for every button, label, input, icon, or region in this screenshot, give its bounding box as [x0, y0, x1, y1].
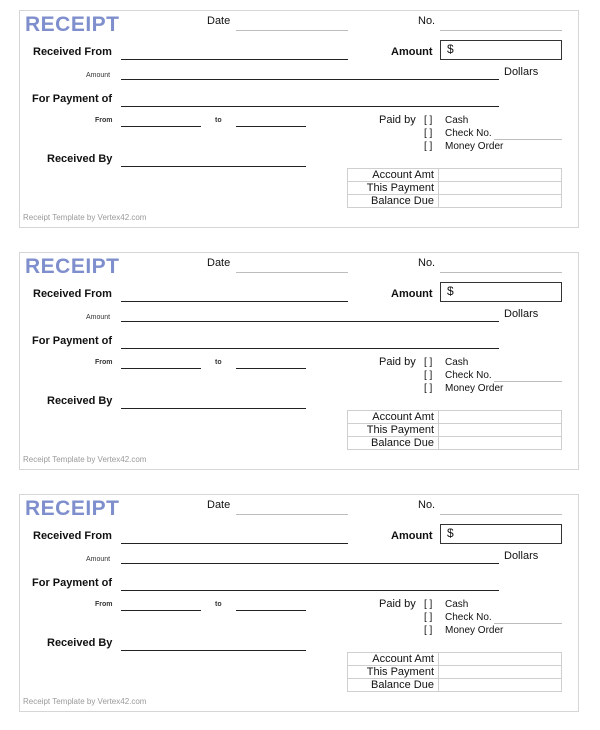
table-row — [348, 195, 562, 208]
money-order-label: Money Order — [445, 141, 504, 152]
date-label: Date — [207, 15, 231, 27]
amount-label: Amount — [391, 288, 433, 300]
money-order-checkbox[interactable]: [ ] — [424, 141, 433, 152]
money-order-label: Money Order — [445, 383, 504, 394]
date-label: Date — [207, 257, 231, 269]
check-checkbox[interactable]: [ ] — [424, 370, 433, 381]
check-no-label: Check No. — [445, 128, 492, 139]
cash-label: Cash — [445, 599, 469, 610]
account-amt-field[interactable] — [439, 411, 562, 424]
for-payment-field[interactable] — [121, 348, 499, 349]
account-amt-label: Account Amt — [348, 653, 439, 666]
dollar-sign: $ — [447, 284, 454, 298]
to-date-field[interactable] — [236, 368, 306, 369]
received-by-label: Received By — [47, 153, 113, 165]
for-payment-label: For Payment of — [32, 577, 113, 589]
table-row — [348, 169, 562, 182]
summary-table — [347, 652, 562, 692]
money-order-checkbox[interactable]: [ ] — [424, 625, 433, 636]
receipt-title: RECEIPT — [25, 255, 120, 278]
received-by-field[interactable] — [121, 650, 306, 651]
for-payment-field[interactable] — [121, 590, 499, 591]
account-amt-label: Account Amt — [348, 169, 439, 182]
from-date-field[interactable] — [121, 368, 201, 369]
to-label: to — [215, 359, 222, 366]
receipt-number-label: No. — [418, 499, 436, 511]
received-from-label: Received From — [33, 288, 112, 300]
amount-words-field[interactable] — [121, 79, 499, 80]
summary-table — [347, 168, 562, 208]
amount-words-label: Amount — [86, 72, 111, 79]
amount-words-label: Amount — [86, 314, 111, 321]
table-row — [348, 666, 562, 679]
paid-by-label: Paid by — [379, 598, 416, 610]
from-label: From — [95, 601, 113, 608]
cash-label: Cash — [445, 115, 469, 126]
balance-due-label: Balance Due — [348, 679, 439, 692]
this-payment-label: This Payment — [348, 182, 439, 195]
table-row — [348, 653, 562, 666]
table-row — [348, 437, 562, 450]
receipt-number-field[interactable] — [440, 30, 562, 31]
receipt-number-field[interactable] — [440, 514, 562, 515]
for-payment-field[interactable] — [121, 106, 499, 107]
received-by-label: Received By — [47, 395, 113, 407]
table-row — [348, 679, 562, 692]
receipt-number-label: No. — [418, 15, 436, 27]
from-label: From — [95, 359, 113, 366]
received-by-field[interactable] — [121, 166, 306, 167]
date-field[interactable] — [236, 30, 348, 31]
check-no-field[interactable] — [494, 623, 562, 624]
receipt-form — [19, 494, 579, 712]
received-by-label: Received By — [47, 637, 113, 649]
balance-due-field[interactable] — [439, 195, 562, 208]
receipt-form — [19, 252, 579, 470]
check-checkbox[interactable]: [ ] — [424, 128, 433, 139]
dollars-label: Dollars — [504, 550, 539, 562]
table-row — [348, 424, 562, 437]
money-order-checkbox[interactable]: [ ] — [424, 383, 433, 394]
receipt-form — [19, 10, 579, 228]
balance-due-field[interactable] — [439, 679, 562, 692]
amount-input[interactable] — [440, 524, 562, 544]
date-label: Date — [207, 499, 231, 511]
cash-checkbox[interactable]: [ ] — [424, 115, 433, 126]
footer-credit: Receipt Template by Vertex42.com — [23, 697, 147, 706]
footer-credit: Receipt Template by Vertex42.com — [23, 213, 147, 222]
dollars-label: Dollars — [504, 66, 539, 78]
from-label: From — [95, 117, 113, 124]
date-field[interactable] — [236, 514, 348, 515]
amount-words-label: Amount — [86, 556, 111, 563]
date-field[interactable] — [236, 272, 348, 273]
to-date-field[interactable] — [236, 126, 306, 127]
for-payment-label: For Payment of — [32, 335, 113, 347]
for-payment-label: For Payment of — [32, 93, 113, 105]
check-no-label: Check No. — [445, 612, 492, 623]
amount-label: Amount — [391, 530, 433, 542]
account-amt-field[interactable] — [439, 653, 562, 666]
money-order-label: Money Order — [445, 625, 504, 636]
this-payment-field[interactable] — [439, 666, 562, 679]
received-from-field[interactable] — [121, 543, 348, 544]
cash-checkbox[interactable]: [ ] — [424, 357, 433, 368]
account-amt-field[interactable] — [439, 169, 562, 182]
to-date-field[interactable] — [236, 610, 306, 611]
receipt-number-label: No. — [418, 257, 436, 269]
check-checkbox[interactable]: [ ] — [424, 612, 433, 623]
amount-input[interactable] — [440, 40, 562, 60]
this-payment-field[interactable] — [439, 424, 562, 437]
amount-input[interactable] — [440, 282, 562, 302]
paid-by-label: Paid by — [379, 114, 416, 126]
received-from-label: Received From — [33, 530, 112, 542]
check-no-label: Check No. — [445, 370, 492, 381]
paid-by-label: Paid by — [379, 356, 416, 368]
cash-checkbox[interactable]: [ ] — [424, 599, 433, 610]
balance-due-field[interactable] — [439, 437, 562, 450]
table-row — [348, 411, 562, 424]
receipt-number-field[interactable] — [440, 272, 562, 273]
received-from-field[interactable] — [121, 301, 348, 302]
account-amt-label: Account Amt — [348, 411, 439, 424]
summary-table — [347, 410, 562, 450]
this-payment-label: This Payment — [348, 424, 439, 437]
cash-label: Cash — [445, 357, 469, 368]
dollar-sign: $ — [447, 526, 454, 540]
amount-label: Amount — [391, 46, 433, 58]
table-row — [348, 182, 562, 195]
from-date-field[interactable] — [121, 126, 201, 127]
receipt-title: RECEIPT — [25, 13, 120, 36]
amount-words-field[interactable] — [121, 563, 499, 564]
received-from-field[interactable] — [121, 59, 348, 60]
this-payment-label: This Payment — [348, 666, 439, 679]
balance-due-label: Balance Due — [348, 437, 439, 450]
from-date-field[interactable] — [121, 610, 201, 611]
receipt-title: RECEIPT — [25, 497, 120, 520]
check-no-field[interactable] — [494, 139, 562, 140]
received-by-field[interactable] — [121, 408, 306, 409]
footer-credit: Receipt Template by Vertex42.com — [23, 455, 147, 464]
amount-words-field[interactable] — [121, 321, 499, 322]
this-payment-field[interactable] — [439, 182, 562, 195]
balance-due-label: Balance Due — [348, 195, 439, 208]
check-no-field[interactable] — [494, 381, 562, 382]
to-label: to — [215, 601, 222, 608]
dollar-sign: $ — [447, 42, 454, 56]
received-from-label: Received From — [33, 46, 112, 58]
dollars-label: Dollars — [504, 308, 539, 320]
to-label: to — [215, 117, 222, 124]
